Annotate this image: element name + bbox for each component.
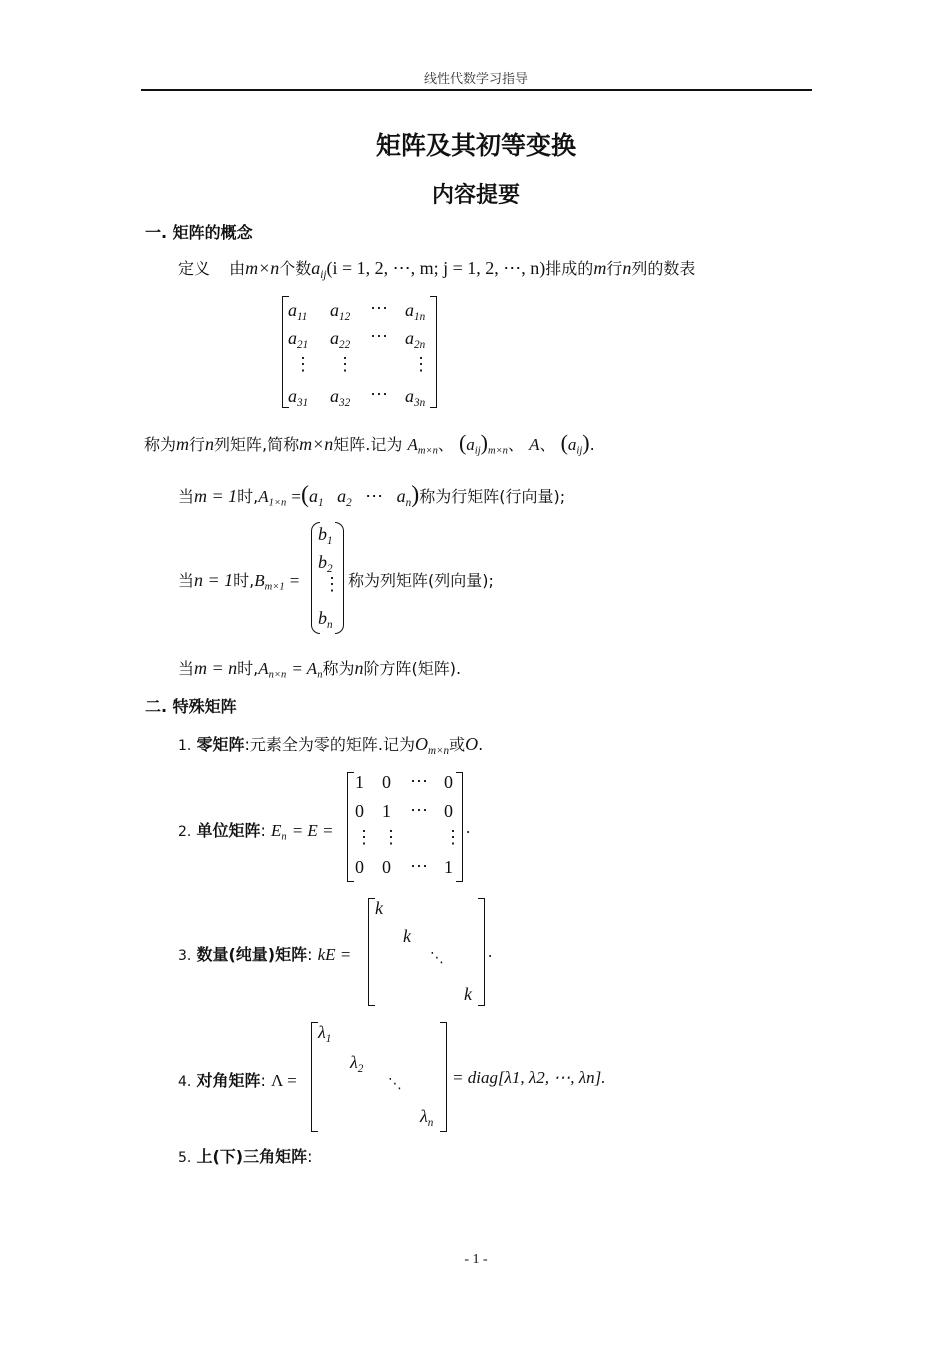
- separator: 、: [539, 435, 556, 454]
- matrix-entry: ⋯: [410, 856, 428, 876]
- col-matrix-text: 称为列矩阵(列向量);: [348, 571, 494, 590]
- called-text: 行: [189, 435, 206, 454]
- equals-E: = E =: [291, 821, 334, 840]
- notation-B-m1: $B_{m\times 1}$: [254, 571, 285, 593]
- equals: =: [289, 571, 300, 590]
- called-text: 列矩阵,简称: [214, 435, 300, 454]
- case-text: 时,: [233, 571, 255, 590]
- called-line: [144, 430, 595, 457]
- definition-hang: 行: [606, 259, 623, 278]
- item-number: 5.: [178, 1150, 192, 1166]
- section-heading-2: 二. 特殊矩阵: [145, 697, 237, 716]
- vector-entry: $b_1$: [318, 524, 333, 547]
- vdots: ⋮: [336, 354, 354, 374]
- square-text: 称为: [322, 659, 355, 678]
- item-identity-matrix: [178, 818, 334, 843]
- notation-A-1n: $A_{1\times n}$: [258, 487, 287, 509]
- definition-suffix-1: 排成的: [545, 259, 594, 278]
- condition: m = n: [194, 658, 238, 678]
- row-matrix-line: [178, 482, 565, 509]
- vdots: ⋮: [323, 574, 341, 594]
- page-title: 矩阵及其初等变换: [375, 131, 576, 160]
- vdots: ⋮: [444, 827, 462, 847]
- diag-notation: = diag[λ1, λ2, ⋯, λn].: [452, 1068, 606, 1087]
- var-n: n: [354, 658, 364, 678]
- running-header: 线性代数学习指导: [423, 72, 528, 87]
- equals: =: [291, 487, 301, 506]
- vector-entry: $b_2$: [318, 552, 333, 575]
- case-text: 当: [178, 571, 195, 590]
- matrix-entry: ⋯: [370, 326, 388, 346]
- square-matrix-line: [178, 656, 461, 681]
- expr-kE: kE =: [317, 945, 352, 964]
- matrix-entry: 1: [382, 801, 391, 821]
- var-n: n: [205, 434, 215, 454]
- matrix-entry: 0: [355, 801, 364, 821]
- item-number: 1.: [178, 738, 192, 754]
- called-text: 称为: [144, 435, 177, 454]
- definition-label: 定义: [178, 259, 211, 278]
- term-triangular-matrix: 上(下)三角矩阵: [196, 1147, 308, 1166]
- matrix-entry: $a_{22}$: [330, 328, 351, 351]
- colon: :: [307, 1147, 313, 1166]
- matrix-entry: $a_{32}$: [330, 386, 351, 409]
- matrix-entry: 0: [382, 857, 391, 877]
- matrix-entry: $a_{31}$: [288, 386, 309, 409]
- var-m: m: [176, 434, 190, 454]
- matrix-entry: ⋯: [370, 384, 388, 404]
- item-number: 4.: [178, 1074, 192, 1090]
- matrix-entry: 0: [444, 772, 453, 792]
- case-text: 时,: [237, 659, 259, 678]
- item-number: 2.: [178, 824, 192, 840]
- item-text: 或: [449, 735, 466, 754]
- dim-mn: m×n: [299, 434, 334, 454]
- entry-aij: $a_{ij}$: [311, 258, 327, 281]
- matrix-entry: ⋯: [410, 800, 428, 820]
- dim-mn: m×n: [245, 258, 280, 278]
- vector-entry: $b_n$: [318, 608, 333, 631]
- period: .: [488, 942, 493, 961]
- definition-geshu: 个数: [279, 259, 312, 278]
- colon: :: [307, 945, 313, 964]
- matrix-entry: 0: [382, 772, 391, 792]
- item-zero-matrix: [178, 732, 483, 757]
- term-identity-matrix: 单位矩阵: [196, 821, 261, 840]
- separator: 、: [507, 435, 524, 454]
- colon: :: [260, 1071, 266, 1090]
- var-m: m: [593, 258, 607, 278]
- section-heading-1: 一. 矩阵的概念: [145, 223, 253, 242]
- row-matrix-text: 称为行矩阵(行向量);: [419, 487, 566, 506]
- matrix-entry: k: [403, 926, 411, 946]
- notation-aij: $(a_{ij})$: [560, 430, 590, 457]
- matrix-entry: $a_{12}$: [330, 300, 351, 323]
- var-n: n: [622, 258, 632, 278]
- matrix-entry: 1: [444, 857, 453, 877]
- page-number: - 1 -: [464, 1252, 488, 1267]
- page-subtitle: 内容提要: [431, 183, 520, 208]
- vdots: ⋮: [412, 354, 430, 374]
- ddots: ⋱: [388, 1076, 402, 1092]
- matrix-entry: 1: [355, 772, 364, 792]
- notation-O: O: [465, 734, 479, 754]
- matrix-entry: $a_{21}$: [288, 328, 309, 351]
- col-matrix-line: [178, 568, 299, 593]
- called-text: 矩阵.记为: [333, 435, 403, 454]
- period: .: [478, 735, 484, 754]
- row-vector: ($a_1$ $a_2$ ⋯ $a_n$): [300, 482, 420, 509]
- term-scalar-matrix: 数量(纯量)矩阵: [196, 945, 308, 964]
- matrix-entry: $\lambda_1$: [318, 1022, 332, 1045]
- matrix-entry: ⋯: [410, 771, 428, 791]
- notation-A-mn: $A_{m\times n}$: [407, 435, 438, 457]
- index-range: (i = 1, 2, ⋯, m; j = 1, 2, ⋯, n): [326, 258, 546, 278]
- square-text: 阶方阵(矩阵).: [363, 659, 462, 678]
- notation-A: A: [529, 435, 540, 454]
- case-text: 当: [178, 487, 195, 506]
- condition: m = 1: [194, 486, 238, 506]
- definition-suffix-2: 列的数表: [631, 259, 696, 278]
- matrix-entry: $a_{1n}$: [405, 300, 426, 323]
- term-diagonal-matrix: 对角矩阵: [196, 1071, 261, 1090]
- expr-lambda: Λ =: [270, 1071, 297, 1090]
- matrix-entry: $a_{2n}$: [405, 328, 426, 351]
- period: .: [589, 435, 595, 454]
- item-number: 3.: [178, 948, 192, 964]
- vdots: ⋮: [382, 827, 400, 847]
- condition: n = 1: [194, 570, 234, 590]
- notation-En: $E_n$: [270, 821, 287, 843]
- matrix-entry: $\lambda_2$: [350, 1052, 364, 1075]
- item-scalar-matrix: [178, 942, 351, 965]
- case-text: 当: [178, 659, 195, 678]
- notation-aij-mn: $(a_{ij})_{m\times n}$: [458, 430, 508, 457]
- matrix-entry: k: [375, 898, 383, 918]
- matrix-entry: k: [464, 984, 472, 1004]
- vdots: ⋮: [294, 354, 312, 374]
- item-diagonal-matrix: [178, 1068, 297, 1091]
- notation-O-mn: $O_{m\times n}$: [414, 734, 450, 757]
- matrix-entry: ⋯: [370, 298, 388, 318]
- colon: :: [260, 821, 266, 840]
- matrix-entry: $a_{3n}$: [405, 386, 426, 409]
- item-triangular-matrix: [178, 1144, 312, 1167]
- ddots: ⋱: [430, 950, 444, 966]
- definition-line: [178, 256, 695, 281]
- matrix-entry: 0: [444, 801, 453, 821]
- header-rule: [141, 89, 812, 91]
- case-text: 时,: [237, 487, 259, 506]
- matrix-entry: $\lambda_n$: [420, 1106, 434, 1129]
- definition-prefix: 由: [229, 259, 246, 278]
- notation-A-nn: $A_{n\times n}$: [258, 659, 287, 681]
- period: .: [466, 818, 471, 837]
- term-zero-matrix: 零矩阵: [196, 735, 245, 754]
- matrix-entry: 0: [355, 857, 364, 877]
- separator: 、: [437, 435, 454, 454]
- vdots: ⋮: [355, 827, 373, 847]
- matrix-entry: $a_{11}$: [288, 300, 308, 323]
- item-text: :元素全为零的矩阵.记为: [244, 735, 415, 754]
- notation-An: = $A_n$: [291, 659, 323, 681]
